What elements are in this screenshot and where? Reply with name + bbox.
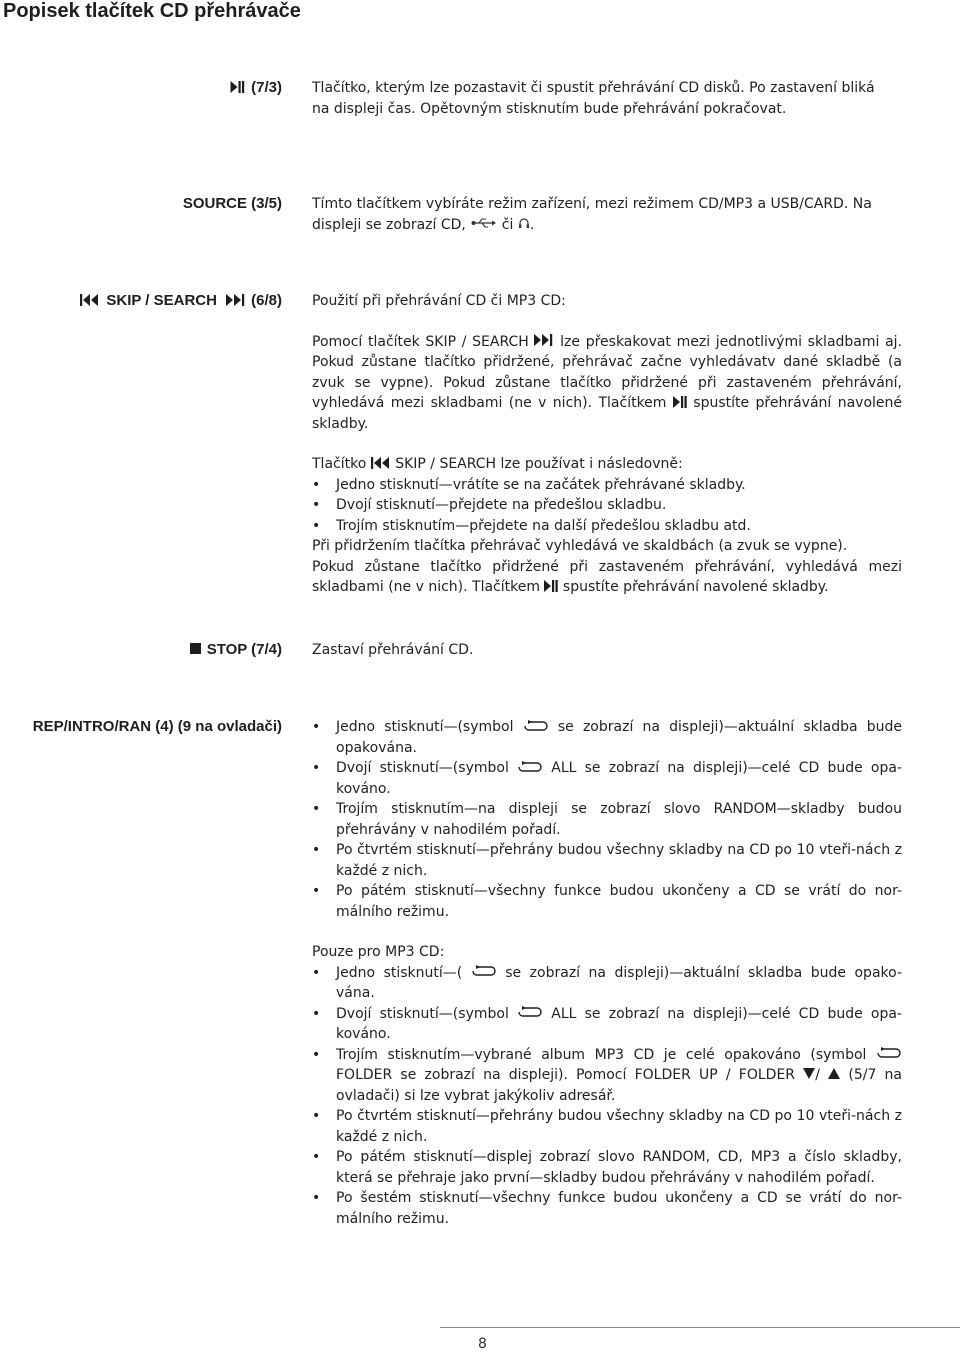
- list-item: • Jedno stisknutí—( se zobrazí na displeji)—aktuální skladba bude opako-vána.: [312, 964, 903, 1001]
- text-fragment: SKIP / SEARCH lze používat i následovně:: [395, 456, 683, 472]
- paragraph: [312, 557, 902, 598]
- skip-search-text: SKIP / SEARCH: [106, 292, 217, 309]
- skip-back-icon: [80, 294, 100, 306]
- text-fragment: Tlačítko: [312, 456, 367, 472]
- skip-search-ref: (6/8): [251, 292, 282, 309]
- list-item: • Po čtvrtém stisknutí—přehrány budou všechny skladby na CD po 10 vteři-nách z každé z nich.: [312, 1108, 902, 1145]
- paragraph: Při přidržením tlačítka přehrávač vyhledává ve skaldbách (a zvuk se vypne).: [312, 538, 848, 554]
- skip-forward-icon: [226, 294, 246, 306]
- skip-forward-icon: [534, 334, 554, 346]
- text-line: Pouze pro MP3 CD:: [312, 944, 445, 960]
- list-item: • Trojím stisknutím—přejdete na další předešlou skladbu atd.: [312, 517, 751, 534]
- text-fragment: spustíte přehrávání navolené skladby.: [562, 579, 829, 595]
- skip-bullet-list: [312, 475, 902, 537]
- list-item: • Trojím stisknutím—na displeji se zobrazí slovo RANDOM—skladby budou přehrávány v nahodilém pořadí.: [312, 801, 902, 838]
- text-line: na displeji čas. Opětovným stisknutím bude přehrávání pokračovat.: [312, 100, 787, 117]
- list-item: • Dvojí stisknutí—přejdete na předešlou skladbu.: [312, 497, 667, 513]
- page-title: Popisek tlačítek CD přehrávače: [3, 0, 301, 22]
- list-item: • Po čtvrtém stisknutí—přehrány budou všechny skladby na CD po 10 vteři-nách z každé z nich.: [312, 842, 902, 879]
- rep-intro-ran-description: [312, 717, 902, 1229]
- rep-intro-ran-label: REP/INTRO/RAN (4) (9 na ovladači): [32, 718, 282, 735]
- list-item: • Po šestém stisknutí—všechny funkce budou ukončeny a CD se vrátí do nor-málního režimu.: [312, 1190, 902, 1227]
- source-label: SOURCE (3/5): [182, 195, 282, 212]
- triangle-down-icon: [803, 1068, 815, 1079]
- text-fragment: spustíte přehrávání navolené skladby.: [312, 395, 903, 432]
- text-line: Tlačítko, kterým lze pozastavit či spustit přehrávání CD disků. Po zastavení bliká: [312, 80, 875, 96]
- list-item: • Dvojí stisknutí—(symbol ALL se zobrazí na displeji)—celé CD bude opa-kováno.: [312, 760, 902, 797]
- text-fragment: Pomocí tlačítek SKIP / SEARCH: [312, 333, 529, 350]
- text-line: [312, 215, 902, 236]
- stop-icon: [190, 643, 201, 654]
- triangle-up-icon: [828, 1068, 840, 1079]
- play-pause-description: [312, 78, 902, 119]
- list-item: • Jedno stisknutí—(symbol se zobrazí na displeji)—aktuální skladba bude opakována.: [312, 719, 902, 756]
- list-item: • Po pátém stisknutí—displej zobrazí slovo RANDOM, CD, MP3 a číslo skladby, která se přehraje jako první—skladby budou přehrávány v nahodilém pořadí.: [312, 1149, 902, 1186]
- footer-divider: [440, 1327, 960, 1328]
- text-fragment: displeji se zobrazí CD,: [312, 216, 466, 233]
- repeat-icon: [876, 1047, 902, 1059]
- play-pause-icon: [544, 580, 558, 592]
- repeat-icon: [517, 1006, 543, 1018]
- stop-label: [190, 641, 282, 658]
- paragraph: [312, 454, 902, 475]
- list-item: • Po pátém stisknutí—všechny funkce budou ukončeny a CD se vrátí do nor-málního režimu.: [312, 883, 902, 920]
- paragraph: [312, 332, 902, 435]
- skip-search-label: [80, 292, 282, 309]
- text-line: Tímto tlačítkem vybíráte režim zařízení, mezi režimem CD/MP3 a USB/CARD. Na: [312, 196, 872, 212]
- usb-icon: [471, 217, 497, 229]
- stop-ref: STOP (7/4): [206, 641, 282, 658]
- source-description: [312, 194, 902, 235]
- repeat-icon: [517, 761, 543, 773]
- skip-back-icon: [371, 457, 391, 469]
- text-line: Použití při přehrávání CD či MP3 CD:: [312, 293, 566, 309]
- list-item: • Trojím stisknutím—vybrané album MP3 CD je celé opakováno (symbol FOLDER se zobrazí na displeji). Pomocí FOLDER UP / FOLDER / (5/7 na ovladači) si lze vybrat jakýkoliv adresář.: [312, 1046, 903, 1104]
- text-fragment: Pokud zůstane tlačítko přidržené při zastaveném přehrávání, vyhledává mezi skladbami (ne v nich). Tlačítkem: [312, 558, 902, 595]
- play-pause-ref: (7/3): [251, 79, 282, 96]
- text-fragment: .: [529, 216, 535, 233]
- page-number: 8: [478, 1336, 487, 1352]
- list-item: • Dvojí stisknutí—(symbol ALL se zobrazí na displeji)—celé CD bude opa-kováno.: [312, 1005, 902, 1042]
- repeat-icon: [471, 965, 497, 977]
- text-line: Zastaví přehrávání CD.: [312, 642, 474, 658]
- list-item: • Jedno stisknutí—vrátíte se na začátek přehrávané skladby.: [312, 476, 746, 493]
- headphones-icon: [518, 217, 530, 229]
- play-pause-icon: [230, 81, 245, 93]
- skip-search-description: [312, 291, 902, 598]
- text-fragment: lze přeskakovat mezi jednotlivými skladbami aj. Pokud zůstane tlačítko přidržené, přehrávač začne vyhledávatv dané skladbě (a zvuk se vypne). Pokud zůstane tlačítko přidržené při zastaveném přehrávání, vyhledává mezi skladbami (ne v nich). Tlačítkem: [312, 333, 903, 411]
- play-pause-icon: [673, 396, 687, 408]
- play-pause-label: [230, 79, 282, 96]
- text-fragment: či: [501, 216, 514, 233]
- mp3-bullet-list: [312, 963, 902, 1230]
- repeat-icon: [523, 720, 549, 732]
- rep-bullet-list: [312, 717, 902, 922]
- stop-description: [312, 640, 902, 661]
